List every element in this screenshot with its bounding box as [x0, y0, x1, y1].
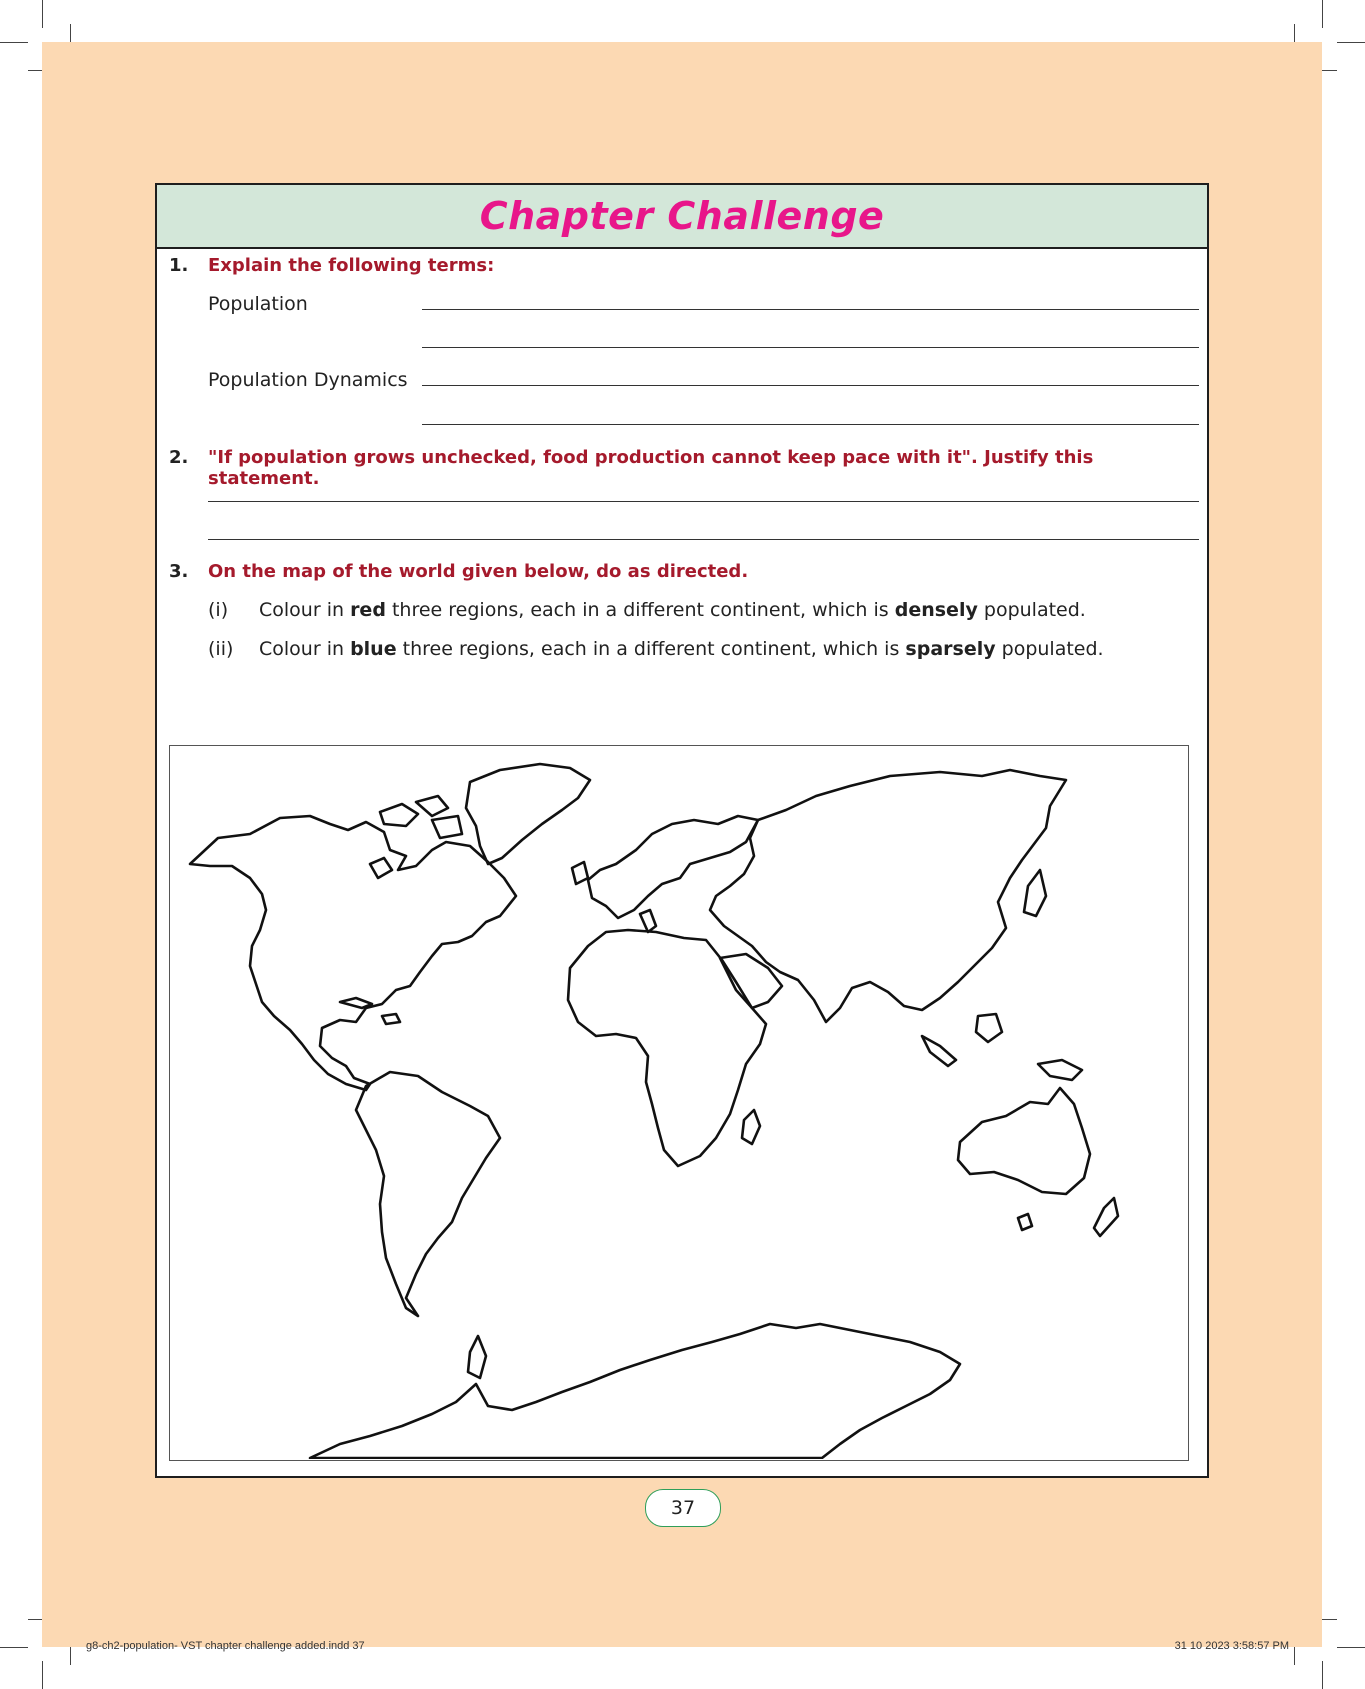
page-title: Chapter Challenge: [479, 194, 885, 238]
chapter-challenge-panel: [155, 183, 1209, 1478]
hudson-island-outline: [370, 858, 392, 878]
british-isles-outline: [572, 862, 588, 884]
europe-outline: [588, 816, 758, 918]
answer-line[interactable]: [422, 309, 1199, 310]
colour-word: blue: [350, 638, 397, 660]
answer-line[interactable]: [208, 501, 1199, 502]
arctic-island-outline: [432, 816, 462, 838]
sub-text: populated.: [977, 599, 1086, 621]
world-map-frame[interactable]: [169, 745, 1189, 1461]
slug-right: 31 10 2023 3:58:57 PM: [1174, 1640, 1289, 1652]
sub-item-text: [259, 599, 1086, 621]
africa-outline: [568, 930, 766, 1166]
sub-text: Colour in: [259, 599, 351, 621]
colour-word: red: [350, 599, 386, 621]
antarctic-peninsula-outline: [468, 1336, 486, 1378]
panel-header: [157, 185, 1207, 249]
question-prompt: Explain the following terms:: [208, 255, 495, 276]
sub-item-numeral: (ii): [208, 638, 234, 660]
borneo-outline: [976, 1014, 1002, 1042]
page-number: 37: [645, 1489, 721, 1527]
sub-text: populated.: [995, 638, 1104, 660]
answer-line[interactable]: [208, 539, 1199, 540]
arctic-island-outline: [380, 804, 418, 826]
question-prompt: On the map of the world given below, do as directed.: [208, 561, 749, 582]
australia-outline: [958, 1088, 1090, 1194]
greenland-outline: [466, 764, 590, 864]
caribbean-outline: [340, 998, 372, 1008]
japan-outline: [1024, 870, 1046, 916]
answer-line[interactable]: [422, 347, 1199, 348]
crop-mark: [0, 1647, 28, 1648]
sub-text: three regions, each in a different continent, which is: [385, 599, 895, 621]
answer-line[interactable]: [422, 385, 1199, 386]
sub-text: Colour in: [259, 638, 351, 660]
sub-item-numeral: (i): [208, 599, 229, 621]
south-america-outline: [356, 1072, 500, 1316]
crop-mark: [1337, 42, 1365, 43]
crop-mark: [1322, 0, 1323, 28]
density-word: densely: [894, 599, 978, 621]
crop-mark: [0, 42, 28, 43]
caribbean-outline: [382, 1014, 400, 1024]
question-prompt: "If population grows unchecked, food production cannot keep pace with it". Justify this statement.: [208, 447, 1094, 489]
tasmania-outline: [1018, 1214, 1032, 1230]
arctic-island-outline: [416, 796, 448, 816]
new-zealand-outline: [1094, 1198, 1118, 1236]
italy-outline: [640, 910, 656, 932]
answer-line[interactable]: [422, 424, 1199, 425]
question-number: 2.: [169, 447, 189, 468]
term-label: Population: [208, 293, 308, 315]
sub-item-text: [259, 638, 1104, 660]
antarctica-outline: [310, 1324, 960, 1458]
slug-left: g8-ch2-population- VST chapter challenge added.indd 37: [86, 1640, 365, 1652]
sumatra-outline: [922, 1036, 956, 1066]
term-label: Population Dynamics: [208, 369, 408, 391]
question-number: 1.: [169, 255, 189, 276]
density-word: sparsely: [905, 638, 996, 660]
crop-mark: [1337, 1647, 1365, 1648]
new-guinea-outline: [1038, 1060, 1082, 1080]
crop-mark: [1322, 1661, 1323, 1689]
arabia-outline: [720, 954, 782, 1008]
crop-mark: [42, 0, 43, 28]
sub-text: three regions, each in a different continent, which is: [396, 638, 906, 660]
question-number: 3.: [169, 561, 189, 582]
asia-outline: [710, 770, 1066, 1022]
crop-mark: [42, 1661, 43, 1689]
north-america-outline: [190, 816, 516, 1090]
world-outline-map-icon: [170, 746, 1187, 1459]
madagascar-outline: [742, 1110, 760, 1144]
